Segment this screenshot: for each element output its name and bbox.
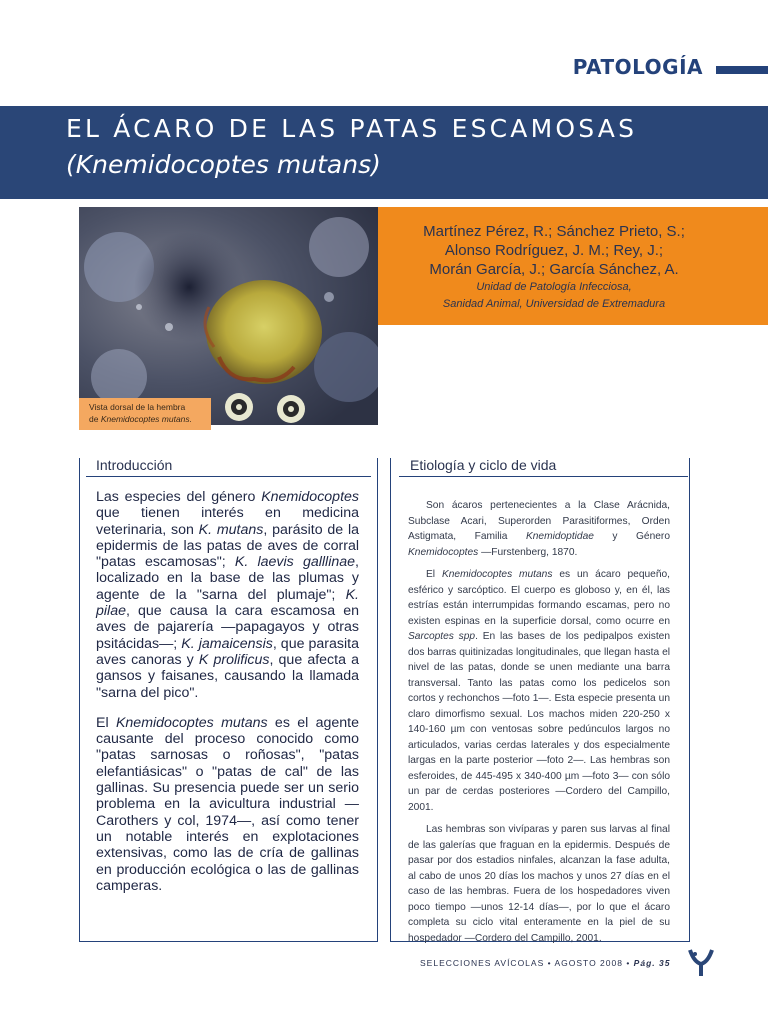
- publisher-logo-icon: [686, 946, 716, 978]
- etiologia-paragraph: Son ácaros pertenecientes a la Clase Arácnida, Subclase Acari, Superorden Parasitiformes, Orden Astigmata, Familia Knemidoptidae y Género Knemidocoptes —Furstenberg, 1870.: [408, 500, 670, 558]
- etiologia-text: [408, 498, 670, 953]
- intro-paragraph: El Knemidocoptes mutans es el agente causante del proceso conocido como "patas sarnosas o roñosas", "patas elefantiásicas" o "patas de cal" de las gallinas. Su presencia puede ser un serio problema en la avicultura industrial —Carothers y col, 1974—, así como tener un notable interés en explotaciones extensivas, como las de cría de gallinas en producción ecológica o las de gallinas camperas.: [96, 714, 360, 894]
- page-footer: SELECCIONES AVÍCOLAS • AGOSTO 2008 • Pág. 35: [420, 958, 671, 968]
- heading-rule: [86, 476, 371, 477]
- section-bar: [716, 66, 768, 74]
- intro-heading: Introducción: [96, 457, 173, 473]
- article-title: EL ÁCARO DE LAS PATAS ESCAMOSAS: [66, 114, 638, 143]
- mite-photo: [79, 207, 378, 425]
- section-label: PATOLOGÍA: [572, 55, 703, 79]
- page-number: Pág. 35: [633, 958, 671, 968]
- article-subtitle: (Knemidocoptes mutans): [66, 150, 381, 179]
- photo-caption: Vista dorsal de la hembra de Knemidocoptes mutans.: [79, 398, 211, 430]
- affiliation: Unidad de Patología Infecciosa, Sanidad Animal, Universidad de Extremadura: [442, 281, 666, 310]
- heading-rule: [399, 476, 688, 477]
- intro-paragraph: Las especies del género Knemidocoptes que tienen interés en medicina veterinaria, son K. mutans, parásito de la epidermis de las patas de aves de corral "patas escamosas"; K. laevis galllinae, localizado en la base de las plumas y agente de la "sarna del plumaje"; K. pilae, que causa la cara escamosa en aves de pajarería —papagayos y otras psitácidas—; K. jamaicensis, que parasita aves canoras y K prolificus, que afecta a gansos y faisanes, causando la llamada "sarna del pico".: [96, 489, 359, 701]
- etiologia-paragraph: El Knemidocoptes mutans es un ácaro pequeño, esférico y sarcóptico. El cuerpo es globoso y, en él, las estrías están interrumpidas formando escamas, pero no existen espinas en la superficie dorsal, como ocurre en Sarcoptes spp. En las bases de los pedipalpos existen dos barras quitinizadas longitudinales, que llegan hasta el nivel de las patas, donde se unen mediante una barra transversal. Tanto las patas como los pedicelos son cortos y rechonchos —foto 1—. Esta especie presenta un claro dimorfismo sexual. Los machos miden 220-250 x 140-160 µm con ventosas sobre pedúnculos largos no articulados, varias cerdas laterales y dos especialmente largas en la parte posterior —foto 2—. Las hembras son esferoides, de 445-495 x 340-400 µm —foto 3— con sólo un par de cerdas posteriores —Cordero del Campillo, 2001.: [408, 569, 671, 813]
- intro-text: [96, 489, 359, 908]
- etiologia-heading: Etiología y ciclo de vida: [410, 457, 557, 473]
- author-list: Martínez Pérez, R.; Sánchez Prieto, S.; Alonso Rodríguez, J. M.; Rey, J.; Morán García, J.; García Sánchez, A.: [423, 223, 685, 278]
- etiologia-paragraph: Las hembras son vivíparas y paren sus larvas al final de las galerías que fraguan en la epidermis. Después de pasar por dos estadios ninfales, alcanzan la fase adulta, al cabo de unos 20 días los machos y unos 27 días en el caso de las hembras. Fuera de los hospedadores viven poco tiempo —unos 12-14 días—, por lo que el ácaro completa su ciclo vital enteramente en la piel de su hospedador —Cordero del Campillo, 2001.: [408, 824, 670, 944]
